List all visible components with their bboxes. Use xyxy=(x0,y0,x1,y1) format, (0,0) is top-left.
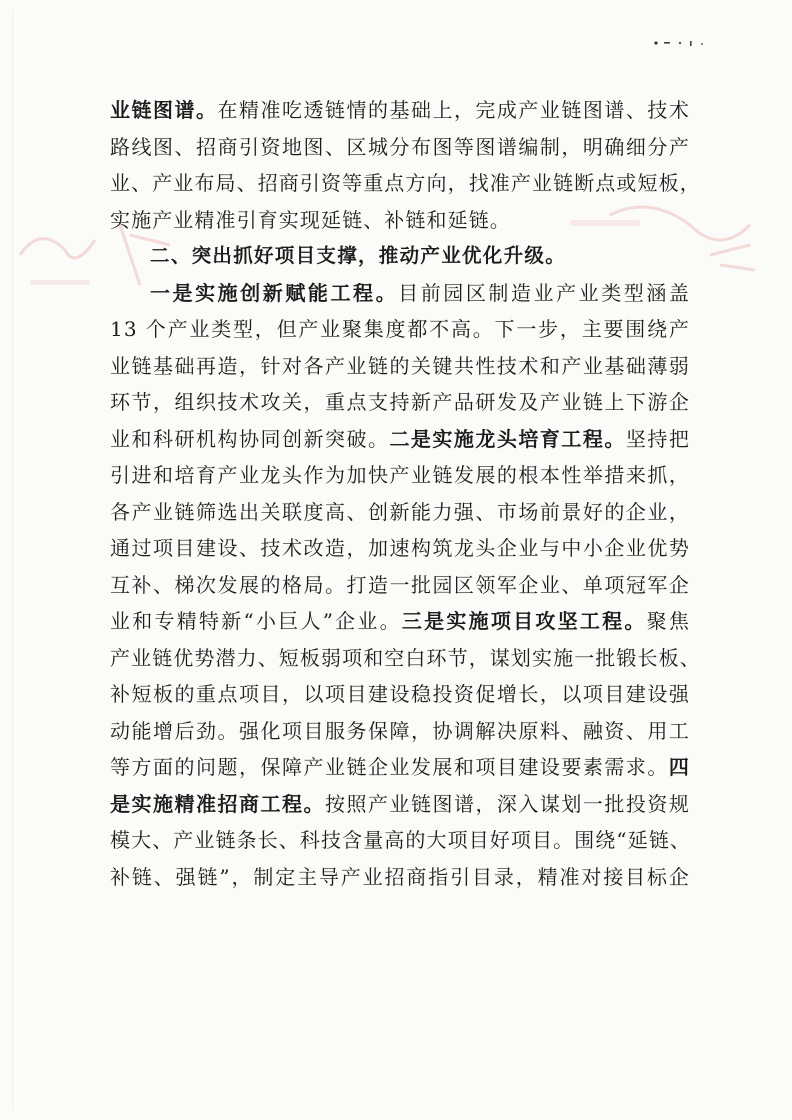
text-segment: 13 个产业类型，但产业聚集度都不高。下一步，主要围绕产 xyxy=(110,317,690,341)
text-segment: 动能增后劲。强化项目服务保障，协调解决原料、融资、用工 xyxy=(110,718,690,743)
text-segment: 通过项目建设、技术改造，加速构筑龙头企业与中小企业优势 xyxy=(110,536,690,560)
scan-speck-mark xyxy=(650,38,710,48)
text-line xyxy=(110,92,690,129)
text-line xyxy=(110,786,690,823)
text-segment: 坚持把 xyxy=(625,426,690,451)
text-line xyxy=(110,640,701,677)
text-segment: 在精准吃透链情的基础上，完成产业链图谱、技术 xyxy=(217,98,691,122)
section-heading xyxy=(110,238,690,275)
text-line xyxy=(110,603,690,640)
text-segment: 补链、强链”，制定主导产业招商指引目录，精准对接目标企 xyxy=(110,864,690,889)
text-line xyxy=(110,165,701,202)
text-line xyxy=(110,457,690,494)
text-segment: 业和科研机构协同创新突破。 xyxy=(110,426,390,451)
text-line xyxy=(110,676,690,713)
bold-phrase: 三是实施项目攻坚工程。 xyxy=(401,609,647,633)
text-line xyxy=(110,311,690,348)
text-segment: 引进和培育产业龙头作为加快产业链发展的根本性举措来抓， xyxy=(110,463,690,487)
text-segment: 互补、梯次发展的格局。打造一批园区领军企业、单项冠军企 xyxy=(110,572,690,597)
text-line xyxy=(110,348,690,385)
text-line xyxy=(110,530,690,567)
text-line xyxy=(110,822,690,859)
document-body xyxy=(110,92,701,895)
text-line xyxy=(110,129,690,166)
text-segment: 各产业链筛选出关联度高、创新能力强、市场前景好的企业， xyxy=(110,499,690,524)
text-segment: 路线图、招商引资地图、区城分布图等图谱编制，明确细分产 xyxy=(110,134,690,159)
bold-phrase: 业链图谱。 xyxy=(110,98,218,122)
text-line xyxy=(110,384,690,421)
text-line xyxy=(110,749,690,786)
text-line xyxy=(110,494,690,531)
bold-phrase: 二是实施龙头培育工程。 xyxy=(389,426,626,451)
text-segment: 实施产业精准引育实现延链、补链和延链。 xyxy=(110,207,511,232)
text-segment: 业链基础再造，针对各产业链的关键共性技术和产业基础薄弱 xyxy=(110,353,690,378)
text-line xyxy=(110,421,690,458)
text-line xyxy=(110,859,690,896)
bold-phrase: 四 xyxy=(668,755,690,779)
text-line xyxy=(110,567,690,604)
text-segment: 目前园区制造业产业类型涵盖 xyxy=(398,280,690,305)
text-line xyxy=(110,713,690,750)
text-segment: 等方面的问题，保障产业链企业发展和项目建设要素需求。 xyxy=(110,755,669,779)
text-segment: 补短板的重点项目，以项目建设稳投资促增长，以项目建设强 xyxy=(110,682,690,706)
text-line xyxy=(110,202,690,239)
bold-phrase: 一是实施创新赋能工程。 xyxy=(150,280,399,305)
bold-phrase: 是实施精准招商工程。 xyxy=(110,791,325,816)
text-segment: 业和专精特新“小巨人”企业。 xyxy=(110,609,402,633)
text-segment: 环节，组织技术攻关，重点支持新产品研发及产业链上下游企 xyxy=(110,390,690,414)
text-segment: 聚焦 xyxy=(646,609,691,633)
text-segment: 业、产业布局、招商引资等重点方向，找准产业链断点或短板， xyxy=(110,171,701,195)
text-segment: 二、突出抓好项目支撑，推动产业优化升级。 xyxy=(150,244,567,267)
text-segment: 模大、产业链条长、科技含量高的大项目好项目。围绕“延链、 xyxy=(110,828,692,852)
text-line xyxy=(110,275,690,312)
text-segment: 按照产业链图谱，深入谋划一批投资规 xyxy=(324,791,691,816)
text-segment: 产业链优势潜力、短板弱项和空白环节，谋划实施一批锻长板、 xyxy=(110,645,701,670)
